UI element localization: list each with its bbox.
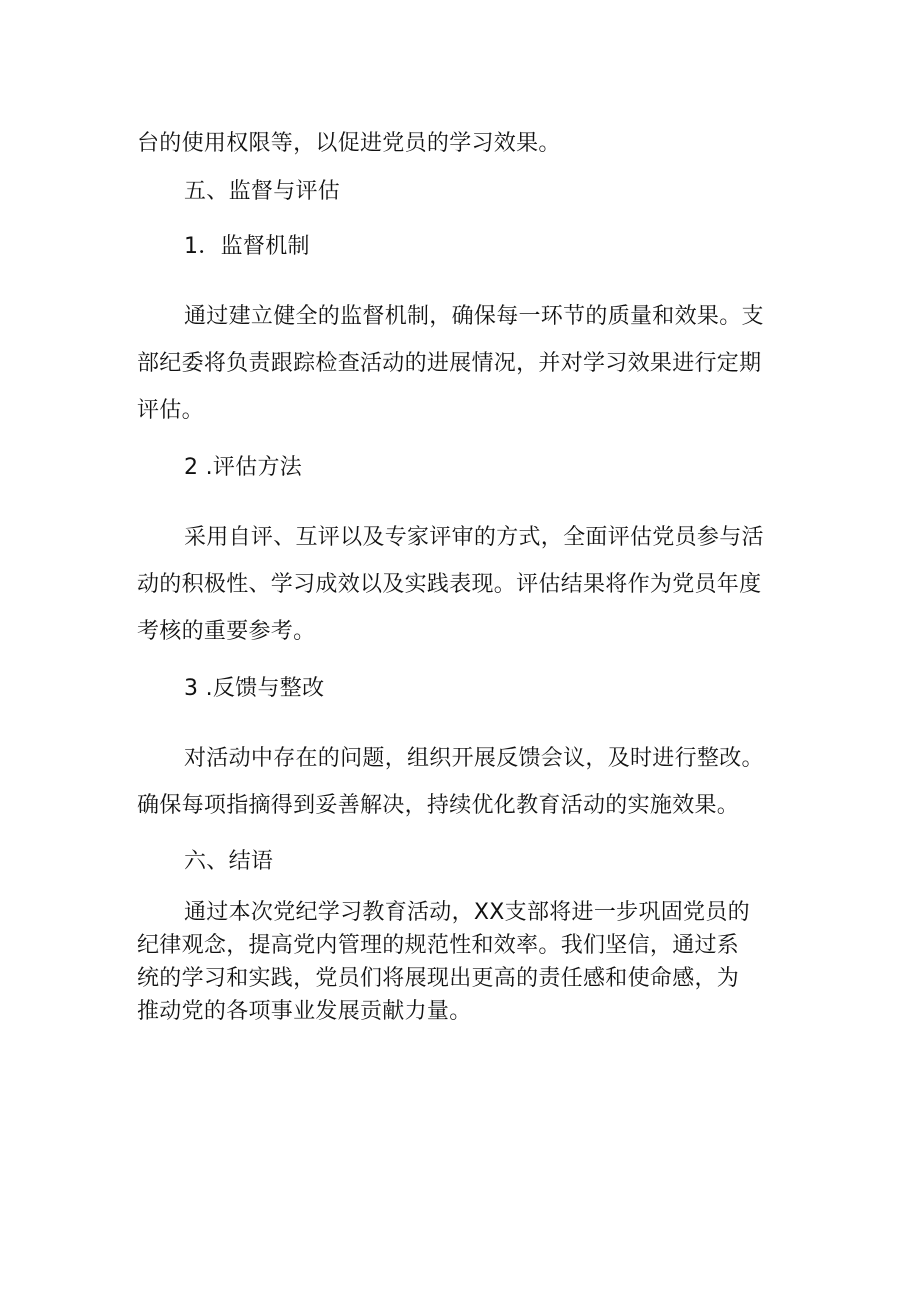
paragraph-line: 确保每项指摘得到妥善解决，持续优化教育活动的实施效果。 <box>137 793 740 818</box>
section-heading-5: 五、监督与评估 <box>184 179 341 204</box>
paragraph-line: 统的学习和实践，党员们将展现出更高的责任感和使命感，为 <box>137 966 740 991</box>
subheading-1: 1．监督机制 <box>184 234 310 259</box>
section-heading-6: 六、结语 <box>184 849 274 874</box>
paragraph-line: 动的积极性、学习成效以及实践表现。评估结果将作为党员年度 <box>137 572 762 597</box>
paragraph-line: 考核的重要参考。 <box>137 619 316 644</box>
paragraph-line: 通过建立健全的监督机制，确保每一环节的质量和效果。支 <box>184 304 764 329</box>
paragraph-line: 评估。 <box>137 398 204 423</box>
paragraph-line: 对活动中存在的问题，组织开展反馈会议，及时进行整改。 <box>184 746 764 771</box>
paragraph-line: 台的使用权限等，以促进党员的学习效果。 <box>137 131 561 156</box>
subheading-3: 3 .反馈与整改 <box>184 676 325 701</box>
paragraph-line: 采用自评、互评以及专家评审的方式，全面评估党员参与活 <box>184 525 764 550</box>
paragraph-line: 通过本次党纪学习教育活动，XX支部将进一步巩固党员的 <box>184 900 750 925</box>
paragraph-line: 纪律观念，提高党内管理的规范性和效率。我们坚信，通过系 <box>137 933 740 958</box>
paragraph-line: 部纪委将负责跟踪检查活动的进展情况，并对学习效果进行定期 <box>137 351 762 376</box>
paragraph-line: 推动党的各项事业发展贡献力量。 <box>137 999 472 1024</box>
subheading-2: 2 .评估方法 <box>184 455 303 480</box>
